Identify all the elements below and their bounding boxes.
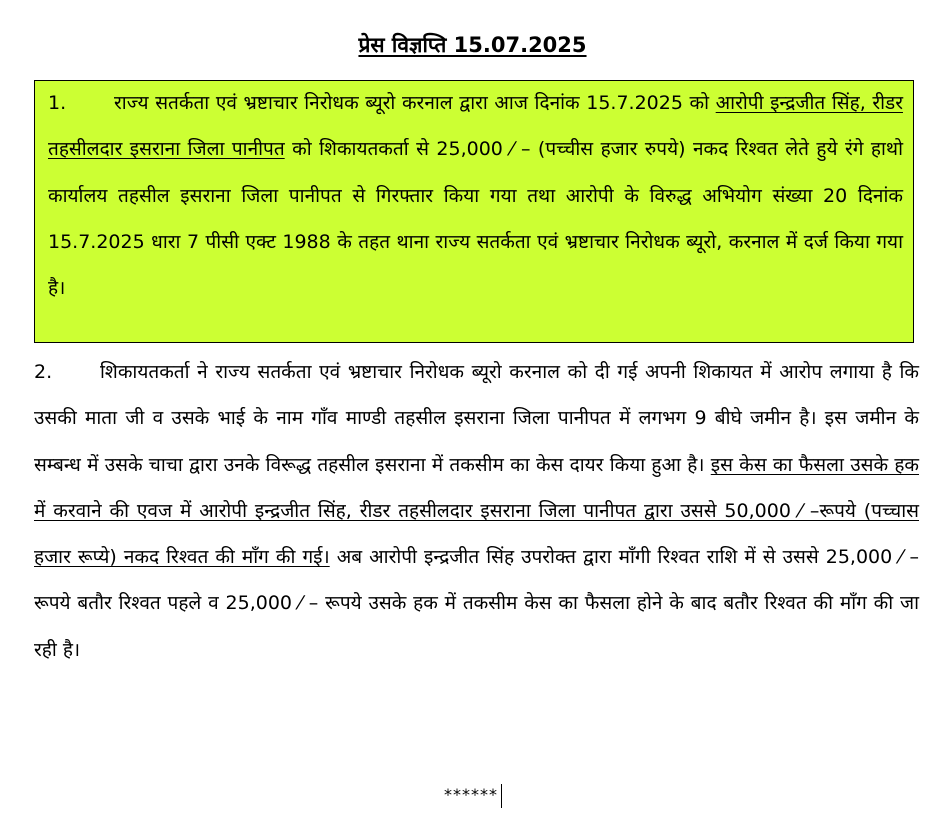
press-release-title: प्रेस विज्ञप्ति 15.07.2025 — [358, 33, 587, 57]
paragraph-1-number: 1. — [48, 92, 67, 114]
page-title — [0, 30, 945, 60]
footer-asterisks: ****** — [444, 785, 498, 804]
paragraph-2-number: 2. — [34, 361, 53, 383]
paragraph-1 — [48, 80, 903, 311]
paragraph-1-underlined-text: आरोपी इन्द्रजीत सिंह, रीडर तहसीलदार इसराना जिला पानीपत — [48, 92, 903, 161]
paragraph-1-text-b: को शिकायतकर्ता से 25,000 ⁄ – (पच्चीस हजार रुपये) नकद रिश्वत लेते हुये रंगे हाथो कार्यालय तहसील इसराना जिला पानीपत से गिरफ्तार किया गया तथा आरोपी के विरुद्ध अभियोग संख्या 20 दिनांक 15.7.2025 धारा 7 पीसी एक्ट 1988 के तहत थाना राज्य सतर्कता एवं भ्रष्टाचार निरोधक ब्यूरो, करनाल में दर्ज किया गया है। — [48, 138, 903, 300]
paragraph-2-underlined-text: इस केस का फैसला उसके हक में करवाने की एवज में आरोपी इन्द्रजीत सिंह, रीडर तहसीलदार इसराना जिला पानीपत द्वारा उससे 50,000 ⁄ –रूपये (पच्चास हजार रूप्ये) नकद रिश्वत की मॉंग की गई। — [34, 453, 919, 569]
paragraph-2-text-a: शिकायतकर्ता ने राज्य सतर्कता एवं भ्रष्टाचार निरोधक ब्यूरो करनाल को दी गई अपनी शिकायत में आरोप लगाया है कि उसकी माता जी व उसके भाई के नाम गॉंव माण्डी तहसील इसराना जिला पानीपत में लगभग 9 बीघे जमीन है। इस जमीन के सम्बन्ध में उसके चाचा द्वारा उनके विरूद्ध तहसील इसराना में तकसीम का केस दायर किया हुआ है। — [34, 361, 919, 476]
text-cursor[interactable] — [501, 784, 502, 808]
paragraph-2 — [34, 349, 919, 673]
paragraph-2-text-b: अब आरोपी इन्द्रजीत सिंह उपरोक्त द्वारा मॉंगी रिश्वत राशि में से उससे 25,000 ⁄ – रूपये बतौर रिश्वत पहले व 25,000 ⁄ – रूपये उसके हक में तकसीम केस का फैसला होने के बाद बतौर रिश्वत की मॉंग की जा रही है। — [34, 546, 919, 661]
paragraph-1-text-a: राज्य सतर्कता एवं भ्रष्टाचार निरोधक ब्यूरो करनाल द्वारा आज दिनांक 15.7.2025 को — [114, 92, 716, 114]
footer — [444, 782, 502, 808]
